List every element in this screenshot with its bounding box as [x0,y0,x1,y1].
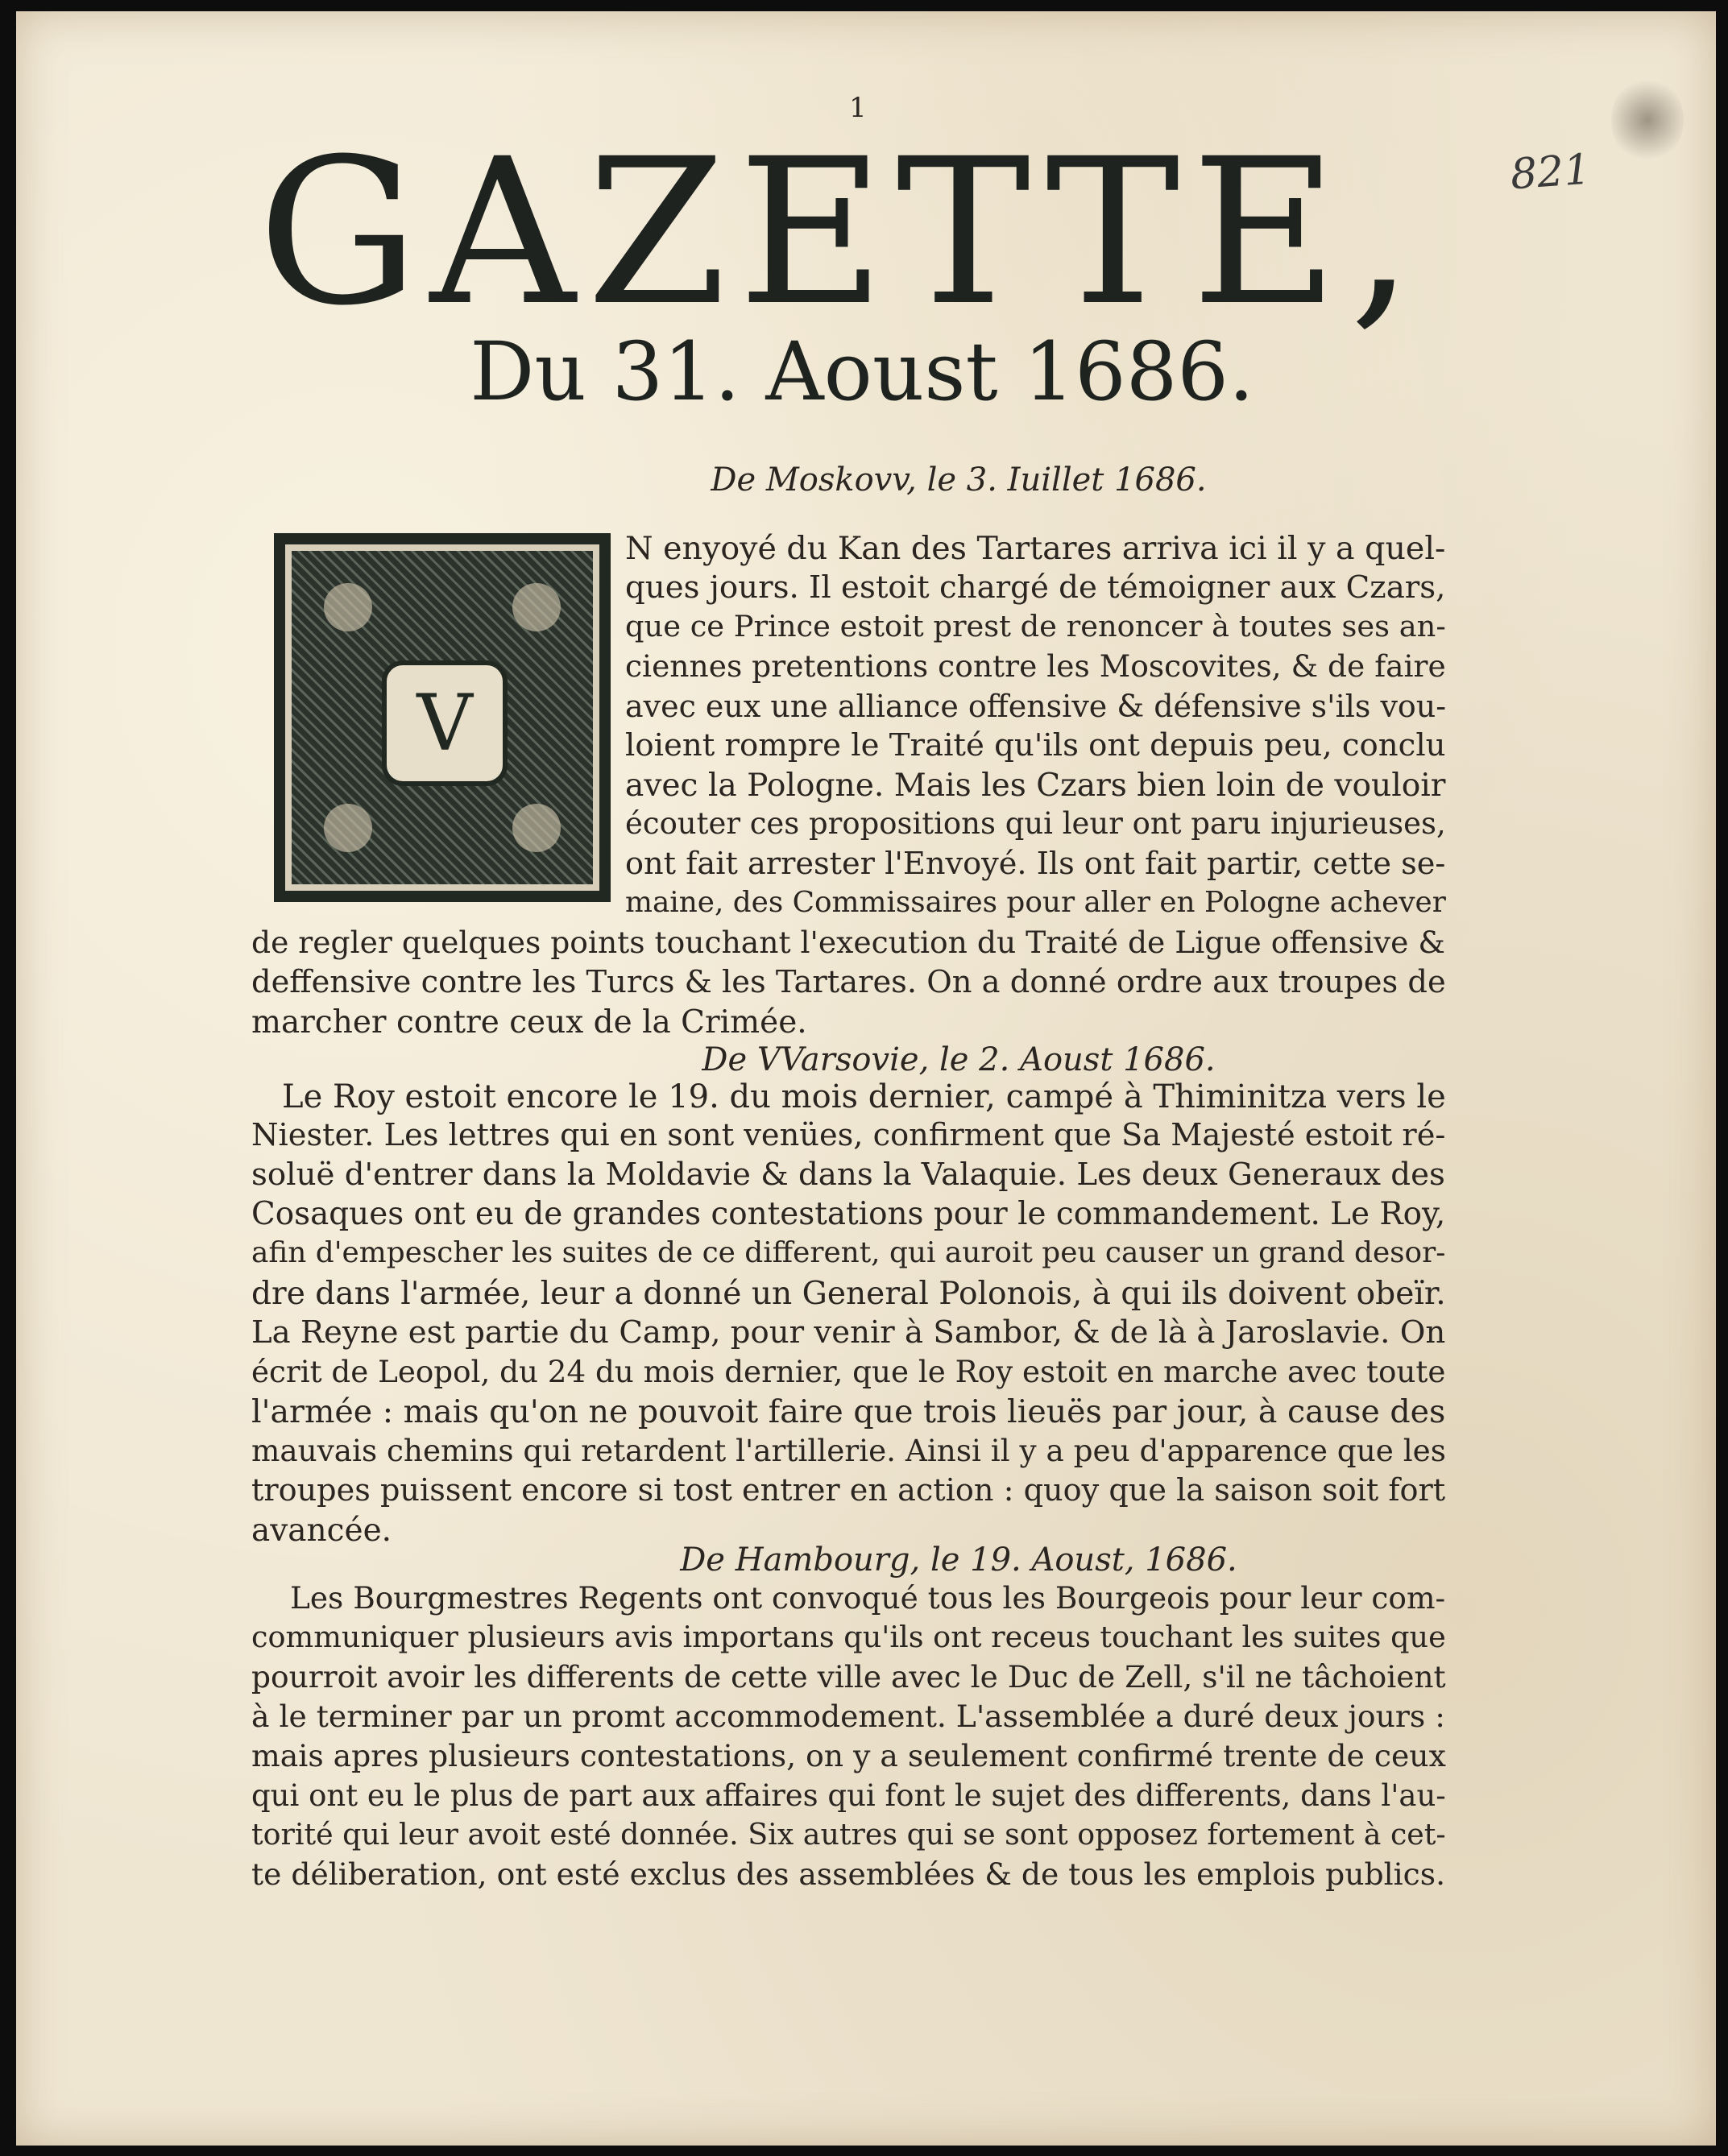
text-line: loient rompre le Traité qu'ils ont depuis peu, conclu [625,727,1446,763]
text-line: mauvais chemins qui retardent l'artillerie. Ainsi il y a peu d'apparence que les [251,1433,1446,1468]
text-line: dre dans l'armée, leur a donné un General Polonois, à qui ils doivent obeïr. [251,1276,1446,1312]
text-line: l'armée : mais qu'on ne pouvoit faire que trois lieuës par jour, à cause des [251,1393,1446,1430]
section-heading-hamburg: De Hambourg, le 19. Aoust, 1686. [680,1541,1237,1579]
text-line: avancée. [251,1513,392,1549]
text-line: La Reyne est partie du Camp, pour venir à Sambor, & de là à Jaroslavie. On [251,1314,1446,1351]
text-line: qui ont eu le plus de part aux affaires qui font le sujet des differents, dans l'au- [251,1778,1446,1813]
handwritten-note: 821 [1509,145,1593,200]
section-heading-warsaw: De VVarsovie, le 2. Aoust 1686. [702,1041,1216,1078]
text-line: écouter ces propositions qui leur ont paru injurieuses, [625,806,1446,841]
text-line: à le terminer par un promt accommodement. L'assemblée a duré deux jours : [251,1699,1445,1734]
text-line: mais apres plusieurs contestations, on y a seulement confirmé trente de ceux [251,1738,1446,1773]
text-line: écrit de Leopol, du 24 du mois dernier, que le Roy estoit en marche avec toute [251,1354,1446,1389]
text-line: avec la Pologne. Mais les Czars bien loin de vouloir [625,768,1446,804]
text-line: ques jours. Il estoit chargé de témoigner aux Czars, [625,569,1446,606]
text-line: pourroit avoir les differents de cette ville avec le Duc de Zell, s'il ne tâchoient [251,1659,1446,1695]
text-line: te déliberation, ont esté exclus des assemblées & de tous les emplois publics. [251,1856,1446,1892]
text-line: marcher contre ceux de la Crimée. [251,1004,807,1041]
ink-stain [1611,76,1684,164]
text-line: maine, des Commissaires pour aller en Pologne achever [625,886,1446,919]
masthead-title: GAZETTE, [258,115,1425,350]
text-line: ciennes pretentions contre les Moscovites, & de faire [625,648,1446,684]
text-line: Les Bourgmestres Regents ont convoqué tous les Bourgeois pour leur com- [290,1580,1446,1616]
text-line: deffensive contre les Turcs & les Tartares. On a donné ordre aux troupes de [251,964,1446,1000]
drop-cap-letter: V [382,660,508,786]
ornamental-drop-cap [274,533,611,902]
text-line: N enyoyé du Kan des Tartares arriva ici il y a quel- [625,530,1446,567]
section-heading-moscow: De Moskovv, le 3. Iuillet 1686. [711,461,1207,499]
issue-dateline: Du 31. Aoust 1686. [470,325,1254,419]
text-line: Cosaques ont eu de grandes contestations pour le commandement. Le Roy, [251,1196,1446,1232]
text-line: torité qui leur avoit esté donnée. Six autres qui se sont opposez fortement à cet- [251,1817,1446,1852]
text-line: Niester. Les lettres qui en sont venües, confirment que Sa Majesté estoit ré- [251,1117,1446,1153]
text-line: ont fait arrester l'Envoyé. Ils ont fait partir, cette se- [625,846,1446,882]
text-line: soluë d'entrer dans la Moldavie & dans la Valaquie. Les deux Generaux des [251,1157,1445,1193]
text-line: communiquer plusieurs avis importans qu'ils ont receus touchant les suites que [251,1620,1446,1654]
text-line: de regler quelques points touchant l'execution du Traité de Ligue offensive & [251,925,1445,960]
text-line: avec eux une alliance offensive & défensive s'ils vou- [625,689,1447,724]
text-line: Le Roy estoit encore le 19. du mois dernier, campé à Thiminitza vers le [282,1078,1446,1115]
gazette-page [16,11,1716,2146]
text-line: que ce Prince estoit prest de renoncer à toutes ses an- [625,609,1446,643]
page-number: 1 [849,92,867,124]
text-line: afin d'empescher les suites de ce different, qui auroit peu causer un grand desor- [251,1236,1446,1269]
text-line: troupes puissent encore si tost entrer en action : quoy que la saison soit fort [251,1473,1446,1508]
